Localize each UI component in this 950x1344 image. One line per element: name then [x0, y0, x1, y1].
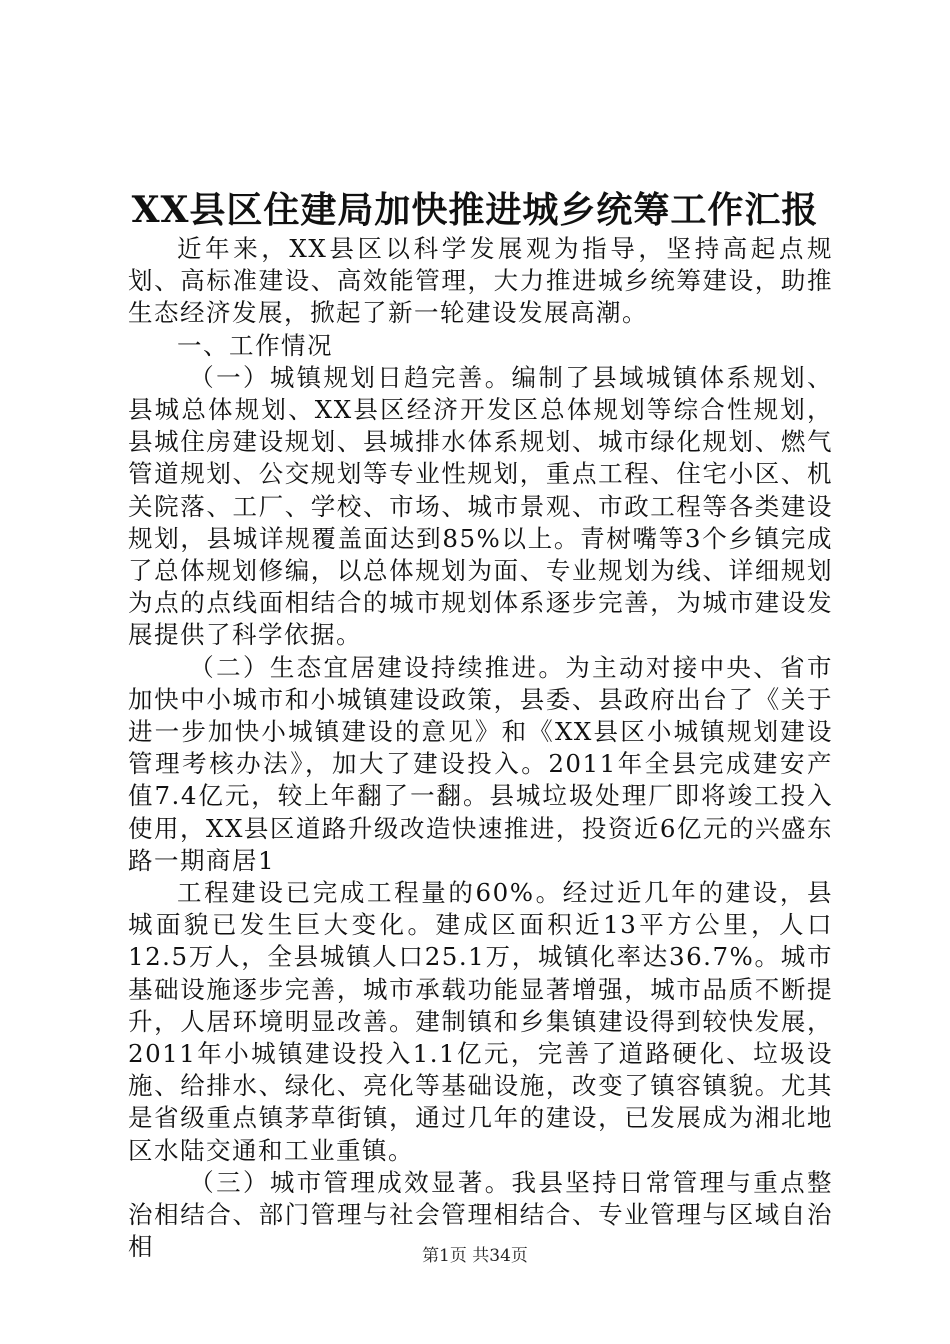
- paragraph-eco-livable-construction: （二）生态宜居建设持续推进。为主动对接中央、省市加快中小城市和小城镇建设政策，县委、县政府出台了《关于进一步加快小城镇建设的意见》和《XX县区小城镇规划建设管理考核办法》，加大了建设投入。2011年全县完成建安产值7.4亿元，较上年翻了一翻。县城垃圾处理厂即将竣工投入使用，XX县区道路升级改造快速推进，投资近6亿元的兴盛东路一期商居1: [128, 652, 833, 875]
- paragraph-urban-management: （三）城市管理成效显著。我县坚持日常管理与重点整治相结合、部门管理与社会管理相结合、专业管理与区域自治相: [128, 1167, 833, 1262]
- document-body: [128, 233, 833, 1264]
- page-number-footer: 第1页 共34页: [422, 1246, 528, 1266]
- section-heading-work-status: 一、工作情况: [177, 330, 333, 360]
- intro-paragraph: 近年来，XX县区以科学发展观为指导，坚持高起点规划、高标准建设、高效能管理，大力推进城乡统筹建设，助推生态经济发展，掀起了新一轮建设发展高潮。: [128, 234, 833, 328]
- paragraph-construction-progress: 工程建设已完成工程量的60%。经过近几年的建设，县城面貌已发生巨大变化。建成区面积近13平方公里，人口12.5万人，全县城镇人口25.1万，城镇化率达36.7%。城市基础设施逐步完善，城市承载功能显著增强，城市品质不断提升，人居环境明显改善。建制镇和乡集镇建设得到较快发展，2011年小城镇建设投入1.1亿元，完善了道路硬化、垃圾设施、给排水、绿化、亮化等基础设施，改变了镇容镇貌。尤其是省级重点镇茅草街镇，通过几年的建设，已发展成为湘北地区水陆交通和工业重镇。: [128, 878, 833, 1165]
- document-title: XX县区住建局加快推进城乡统筹工作汇报: [131, 189, 819, 231]
- paragraph-urban-planning: （一）城镇规划日趋完善。编制了县域城镇体系规划、县城总体规划、XX县区经济开发区总体规划等综合性规划，县城住房建设规划、县城排水体系规划、城市绿化规划、燃气管道规划、公交规划等专业性规划，重点工程、住宅小区、机关院落、工厂、学校、市场、城市景观、市政工程等各类建设规划，县城详规覆盖面达到85%以上。青树嘴等3个乡镇完成了总体规划修编，以总体规划为面、专业规划为线、详细规划为点的点线面相结合的城市规划体系逐步完善，为城市建设发展提供了科学依据。: [128, 362, 833, 650]
